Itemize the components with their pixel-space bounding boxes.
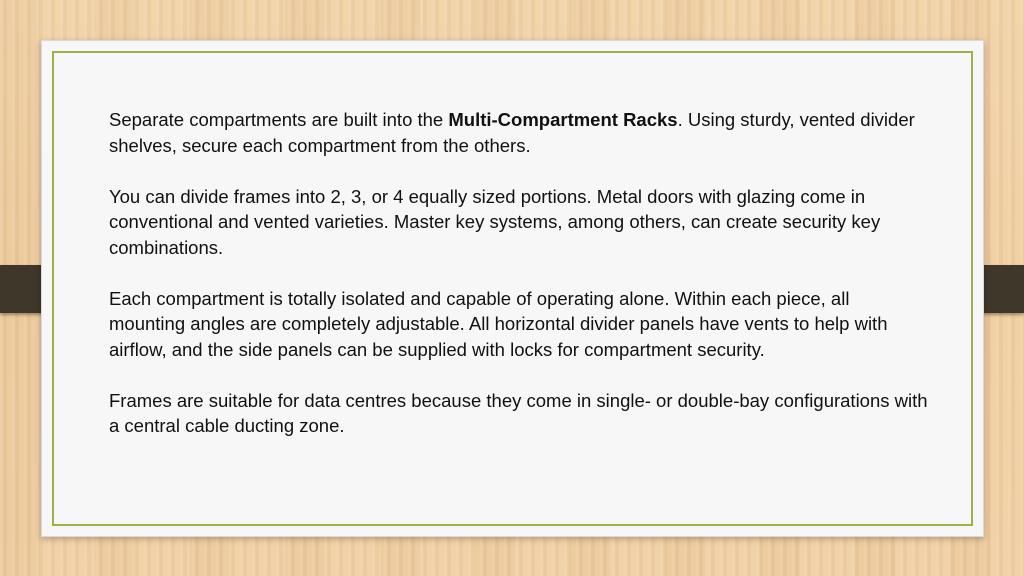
paragraph-1 xyxy=(109,107,929,158)
paragraph-3: Each compartment is totally isolated and capable of operating alone. Within each piece, all mounting angles are completely adjustable. All horizontal divider panels have vents to help with airflow, and the side panels can be supplied with locks for compartment security. xyxy=(109,287,888,360)
paragraph-2: You can divide frames into 2, 3, or 4 equally sized portions. Metal doors with glazing come in conventional and vented varieties. Master key systems, among others, can create security key combinations. xyxy=(109,185,881,258)
paragraph-1-text-after: . Using sturdy, vented divider shelves, secure each compartment from the others. xyxy=(109,109,915,156)
multi-compartment-racks-highlight: Multi-Compartment Racks xyxy=(448,109,678,130)
paragraph-4: Frames are suitable for data centres because they come in single- or double-bay configurations with a central cable ducting zone. xyxy=(109,389,928,436)
slide-text-body xyxy=(109,107,929,464)
paragraph-1-text-before: Separate compartments are built into the xyxy=(109,109,449,130)
slide-card xyxy=(41,40,984,537)
